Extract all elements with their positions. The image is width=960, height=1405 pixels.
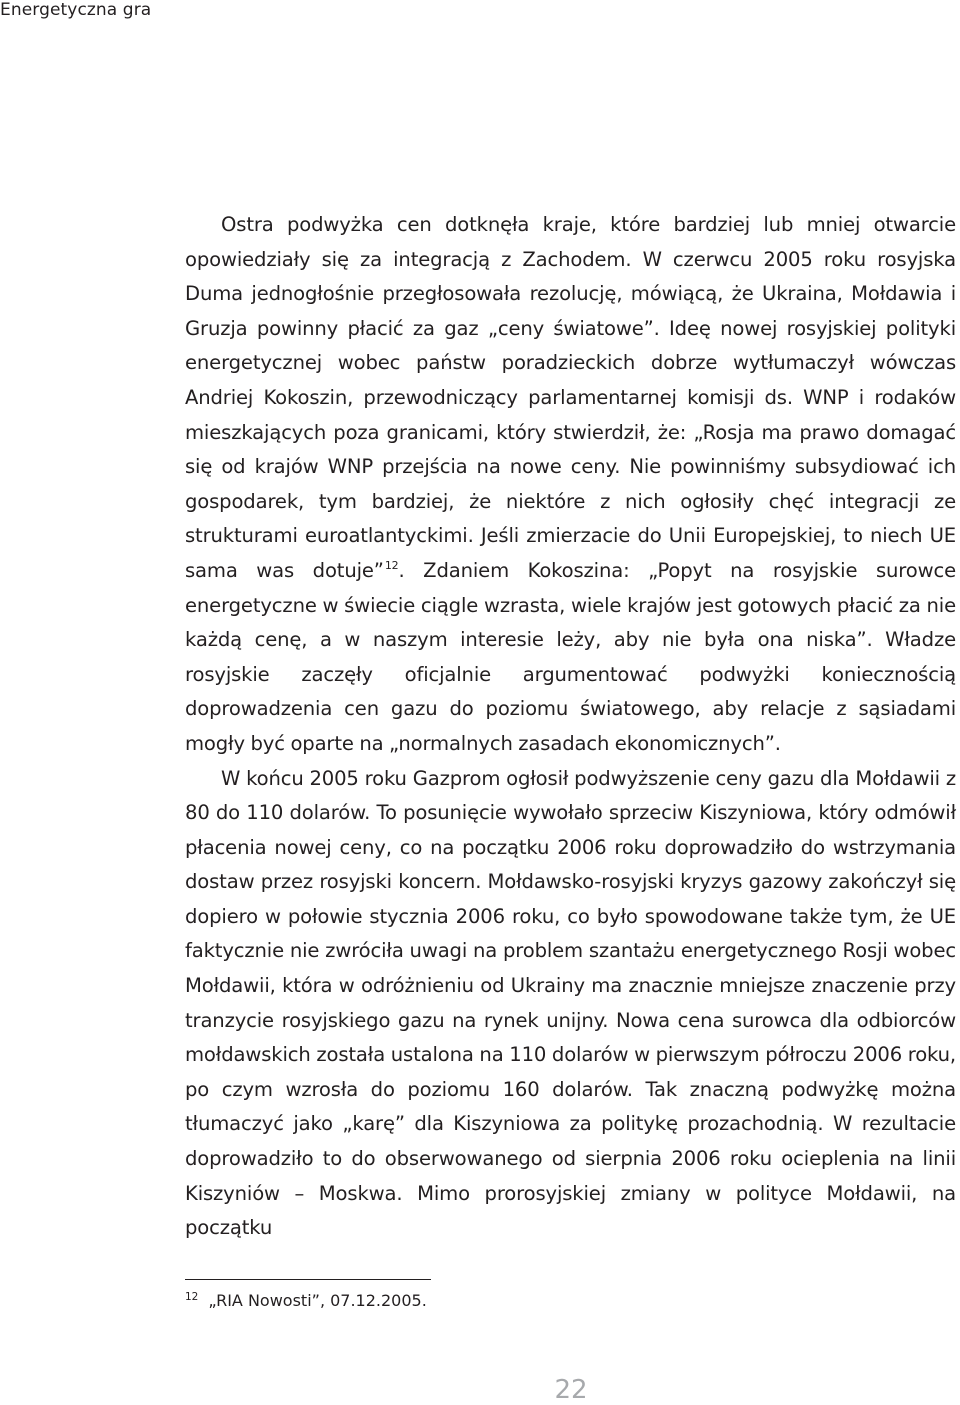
paragraph-1 <box>185 208 956 762</box>
footnote-separator <box>185 1279 431 1280</box>
footnote-reference[interactable]: 12 <box>384 558 399 572</box>
paragraph-1-text-b: . Zdaniem Kokoszina: „Popyt na rosyjskie surowce energetyczne w świecie ciągle wzrasta, wiele krajów jest gotowych płacić za nie każdą cenę, a w naszym interesie leży, aby nie była ona niska”. Władze rosyjskie zaczęły oficjalnie argumentować podwyżki koniecznością doprowadzenia cen gazu do poziomu światowego, aby relacje z sąsiadami mogły być oparte na „normalnych zasadach ekonomicznych”. <box>185 558 957 755</box>
footnote-text: „RIA Nowosti”, 07.12.2005. <box>208 1291 427 1310</box>
page-number: 22 <box>554 1375 588 1405</box>
body-text <box>185 208 956 1246</box>
paragraph-2: W końcu 2005 roku Gazprom ogłosił podwyższenie ceny gazu dla Mołdawii z 80 do 110 dolarów. To posunięcie wywołało sprzeciw Kiszyniowa, który odmówił płacenia nowej ceny, co na początku 2006 roku doprowadziło do wstrzymania dostaw przez rosyjski koncern. Mołdawsko-rosyjski kryzys gazowy zakończył się dopiero w połowie stycznia 2006 roku, co było spowodowane także tym, że UE faktycznie nie zwróciła uwagi na problem szantażu energetycznego Rosji wobec Mołdawii, która w odróżnieniu od Ukrainy ma znacznie mniejsze znaczenie przy tranzycie rosyjskiego gazu na rynek unijny. Nowa cena surowca dla odbiorców mołdawskich została ustalona na 110 dolarów w pierwszym półroczu 2006 roku, po czym wzrosła do poziomu 160 dolarów. Tak znaczną podwyżkę można tłumaczyć jako „karę” dla Kiszyniowa za politykę prozachodnią. W rezultacie doprowadziło to do obserwowanego od sierpnia 2006 roku ocieplenia na linii Kiszyniów – Moskwa. Mimo prorosyjskiej zmiany w polityce Mołdawii, na początku <box>185 766 956 1240</box>
running-head: Energetyczna gra <box>0 0 152 20</box>
footnote <box>185 1290 427 1312</box>
paragraph-1-text-a: Ostra podwyżka cen dotknęła kraje, które bardziej lub mniej otwarcie opowiedziały się za integracją z Zachodem. W czerwcu 2005 roku rosyjska Duma jednogłośnie przegłosowała rezolucję, mówiącą, że Ukraina, Mołdawia i Gruzja powinny płacić za gaz „ceny światowe”. Ideę nowej rosyjskiej polityki energetycznej wobec państw poradzieckich dobrze wytłumaczył wówczas Andriej Kokoszin, przewodniczący parlamentarnej komisji ds. WNP i rodaków mieszkających poza granicami, który stwierdził, że: „Rosja ma prawo domagać się od krajów WNP przejścia na nowe ceny. Nie powinniśmy subsydiować ich gospodarek, tym bardziej, że niektóre z nich ogłosiły chęć integracji ze strukturami euroatlantyckimi. Jeśli zmierzacie do Unii Europejskiej, to niech UE sama was dotuje” <box>185 213 956 582</box>
footnote-number: 12 <box>185 1291 199 1303</box>
